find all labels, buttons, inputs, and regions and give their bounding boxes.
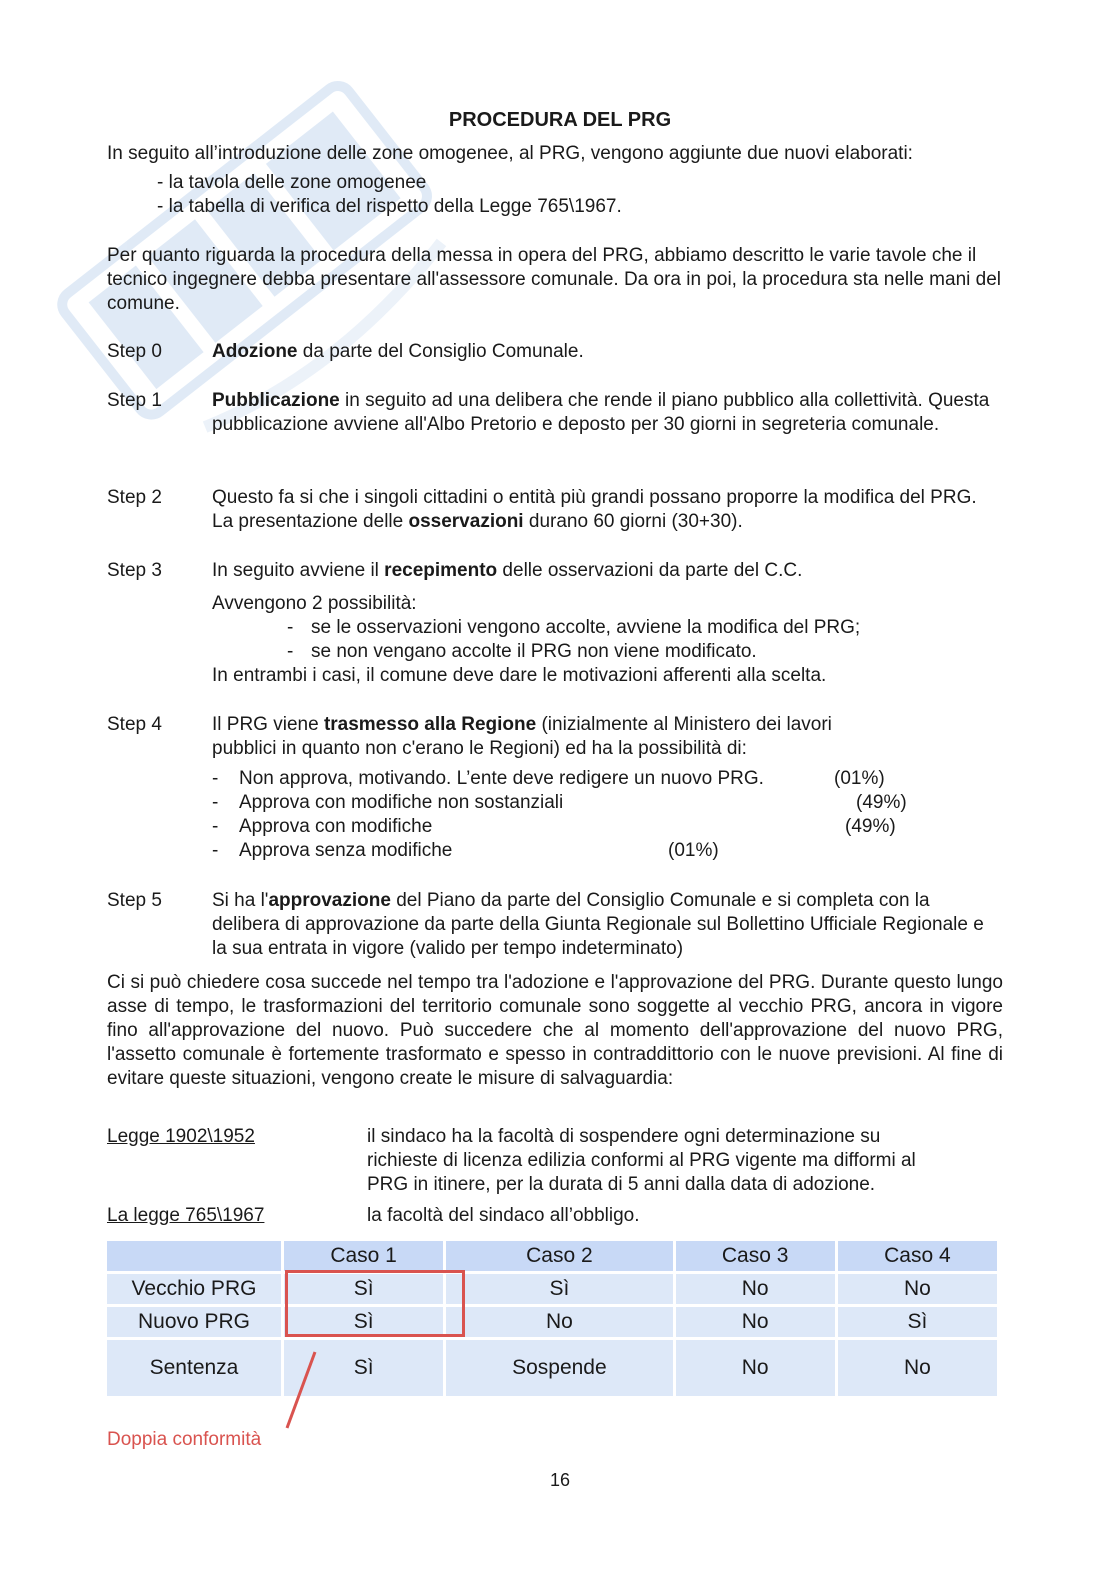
list-item: - la tavola delle zone omogenee [157, 172, 427, 193]
list-item: - se non vengano accolte il PRG non viene modificato. [287, 641, 757, 662]
table-cell: Sì [284, 1340, 443, 1396]
row-header: Sentenza [107, 1340, 281, 1396]
table-cell: Sì [284, 1274, 443, 1304]
page-number: 16 [549, 1470, 571, 1490]
step-label: Step 0 [107, 341, 162, 362]
step-label: Step 3 [107, 560, 162, 581]
step-body: Pubblicazione in seguito ad una delibera che rende il piano pubblico alla collettività. Questa pubblicazione avviene all'Albo Pretorio e deposto per 30 giorni in segreteria comunale. [212, 390, 990, 435]
step-body: Questo fa si che i singoli cittadini o entità più grandi possano proporre la modifica del PRG. La presentazione delle osservazioni durano 60 giorni (30+30). [212, 487, 977, 532]
table-cell: Sì [284, 1307, 443, 1337]
table-header-cell: Caso 1 [284, 1241, 443, 1271]
paragraph-procedure: Per quanto riguarda la procedura della messa in opera del PRG, abbiamo descritto le varie tavole che il tecnico ingegnere debba presentare all'assessore comunale. Da ora in poi, la procedura sta nelle mani del comune. [107, 245, 1002, 314]
law-description: la facoltà del sindaco all’obbligo. [367, 1205, 640, 1226]
table-header-cell: Caso 3 [676, 1241, 835, 1271]
table-cell: Sì [838, 1307, 997, 1337]
list-item: - Approva senza modifiche (01%) [212, 840, 719, 861]
step-body: Il PRG viene trasmesso alla Regione (inizialmente al Ministero dei lavori pubblici in quanto non c'erano le Regioni) ed ha la possibilità di: [212, 714, 832, 759]
list-item: - Approva con modifiche (49%) [212, 816, 896, 837]
step-label: Step 2 [107, 487, 162, 508]
table-cell: No [676, 1307, 835, 1337]
table-cell: Sospende [446, 1340, 672, 1396]
table-header-cell: Caso 2 [446, 1241, 672, 1271]
step-label: Step 5 [107, 890, 162, 911]
law-description: il sindaco ha la facoltà di sospendere ogni determinazione su richieste di licenza edilizia conformi al PRG vigente ma difformi al PRG in itinere, per la durata di 5 anni dalla data di adozione. [367, 1126, 916, 1195]
step-label: Step 4 [107, 714, 162, 735]
paragraph-salvaguardia: Ci si può chiedere cosa succede nel tempo tra l'adozione e l'approvazione del PRG. Durante questo lungo asse di tempo, le trasformazioni del territorio comunale sono soggette al vecchio PRG, ancora in vigore fino all'approvazione del nuovo. Può succedere che al momento dell'approvazione del nuovo PRG, l'assetto comunale è fortemente trasformato e spesso in contraddittorio con le nuove previsioni. Al fine di evitare queste situazioni, vengono create le misure di salvaguardia: [107, 972, 1003, 1089]
table-cell: No [676, 1340, 835, 1396]
step-body: Adozione da parte del Consiglio Comunale. [212, 341, 584, 362]
step-label: Step 1 [107, 390, 162, 411]
intro-paragraph: In seguito all’introduzione delle zone omogenee, al PRG, vengono aggiunte due nuovi elaborati: [107, 143, 913, 164]
step-body: In seguito avviene il recepimento delle osservazioni da parte del C.C. Avvengono 2 possibilità: - se le osservazioni vengono accolte, avviene la modifica del PRG; - se non vengano accolte il PRG non viene modificato. In entrambi i casi, il comune deve dare le motivazioni afferenti alla scelta. [212, 559, 1013, 688]
page-title: PROCEDURA DEL PRG [448, 109, 672, 131]
law-name: La legge 765\1967 [107, 1205, 265, 1226]
list-item: - se le osservazioni vengono accolte, avviene la modifica del PRG; [287, 617, 861, 638]
table-cell: Sì [446, 1274, 672, 1304]
annotation-label: Doppia conformità [107, 1429, 262, 1450]
step-sub: Avvengono 2 possibilità: [212, 593, 417, 614]
row-header: Vecchio PRG [107, 1274, 281, 1304]
table-header-cell: Caso 4 [838, 1241, 997, 1271]
list-item: - Approva con modifiche non sostanziali (49%) [212, 792, 907, 813]
table-cell: No [676, 1274, 835, 1304]
table-cell: No [838, 1274, 997, 1304]
list-item: - la tabella di verifica del rispetto della Legge 765\1967. [157, 196, 622, 217]
list-item: - Non approva, motivando. L’ente deve redigere un nuovo PRG. (01%) [212, 768, 885, 789]
table-cell: No [838, 1340, 997, 1396]
law-name: Legge 1902\1952 [107, 1126, 255, 1147]
step-conclusion: In entrambi i casi, il comune deve dare le motivazioni afferenti alla scelta. [212, 665, 827, 686]
step-body: Si ha l'approvazione del Piano da parte del Consiglio Comunale e si completa con la delibera di approvazione da parte della Giunta Regionale sul Bollettino Ufficiale Regionale e la sua entrata in vigore (valido per tempo indeterminato) [212, 890, 984, 959]
table-cell: No [446, 1307, 672, 1337]
annotation-pointer-line [107, 0, 1013, 1579]
row-header: Nuovo PRG [107, 1307, 281, 1337]
